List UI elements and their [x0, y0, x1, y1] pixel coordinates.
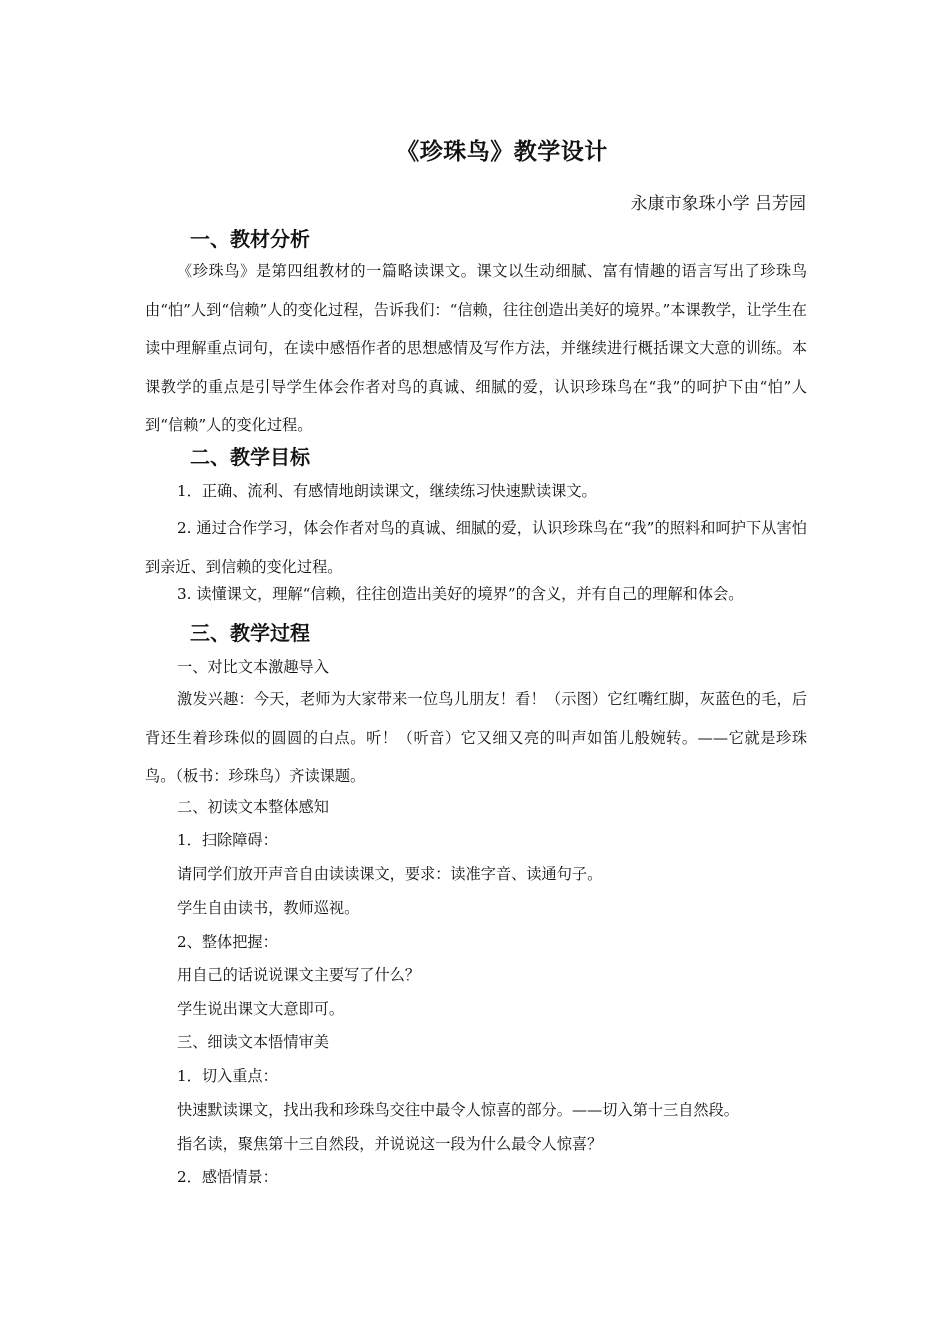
step-subtitle: 1．切入重点：	[177, 1067, 278, 1085]
step-text: 用自己的话说说课文主要写了什么？	[177, 966, 420, 984]
goal-item: 2. 通过合作学习，体会作者对鸟的真诚、细腻的爱，认识珍珠鸟在“我”的照料和呵护下从害怕到亲近、到信赖的变化过程。	[145, 519, 807, 576]
step-title: 三、细读文本悟情审美	[177, 1033, 329, 1051]
step-subtitle: 2．感悟情景：	[177, 1168, 278, 1186]
goal-item: 1．正确、流利、有感情地朗读课文，继续练习快速默读课文。	[177, 482, 597, 500]
step-text: 快速默读课文，找出我和珍珠鸟交往中最令人惊喜的部分。——切入第十三自然段。	[177, 1101, 739, 1119]
analysis-paragraph: 《珍珠鸟》是第四组教材的一篇略读课文。课文以生动细腻、富有情趣的语言写出了珍珠鸟由“怕”人到“信赖”人的变化过程，告诉我们：“信赖，往往创造出美好的境界。”本课教学，让学生在读中理解重点词句，在读中感悟作者的思想感情及写作方法，并继续进行概括课文大意的训练。本课教学的重点是引导学生体会作者对鸟的真诚、细腻的爱，认识珍珠鸟在“我”的呵护下由“怕”人到“信赖”人的变化过程。	[145, 262, 807, 434]
step-subtitle: 1．扫除障碍：	[177, 831, 278, 849]
step-title: 一、对比文本激趣导入	[177, 658, 329, 676]
step-title: 二、初读文本整体感知	[177, 798, 329, 816]
section-heading-goals: 二、教学目标	[190, 445, 310, 469]
step-text: 指名读，聚焦第十三自然段，并说说这一段为什么最令人惊喜？	[177, 1135, 603, 1153]
step-text: 学生说出课文大意即可。	[177, 1000, 345, 1018]
section-heading-process: 三、教学过程	[190, 621, 310, 645]
document-title: 《珍珠鸟》教学设计	[396, 139, 608, 165]
step-text: 请同学们放开声音自由读读课文，要求：读准字音、读通句子。	[177, 865, 603, 883]
step-subtitle: 2、整体把握：	[177, 933, 278, 951]
author-line: 永康市象珠小学 吕芳园	[630, 194, 806, 214]
step-text: 学生自由读书，教师巡视。	[177, 899, 360, 917]
goal-item: 3. 读懂课文，理解“信赖，往往创造出美好的境界”的含义，并有自己的理解和体会。	[177, 585, 744, 603]
step-paragraph: 激发兴趣：今天，老师为大家带来一位鸟儿朋友！看！（示图）它红嘴红脚，灰蓝色的毛，后背还生着珍珠似的圆圆的白点。听！（听音）它又细又亮的叫声如笛儿般婉转。——它就是珍珠鸟。（板书：珍珠鸟）齐读课题。	[145, 690, 807, 785]
section-heading-analysis: 一、教材分析	[190, 227, 310, 251]
